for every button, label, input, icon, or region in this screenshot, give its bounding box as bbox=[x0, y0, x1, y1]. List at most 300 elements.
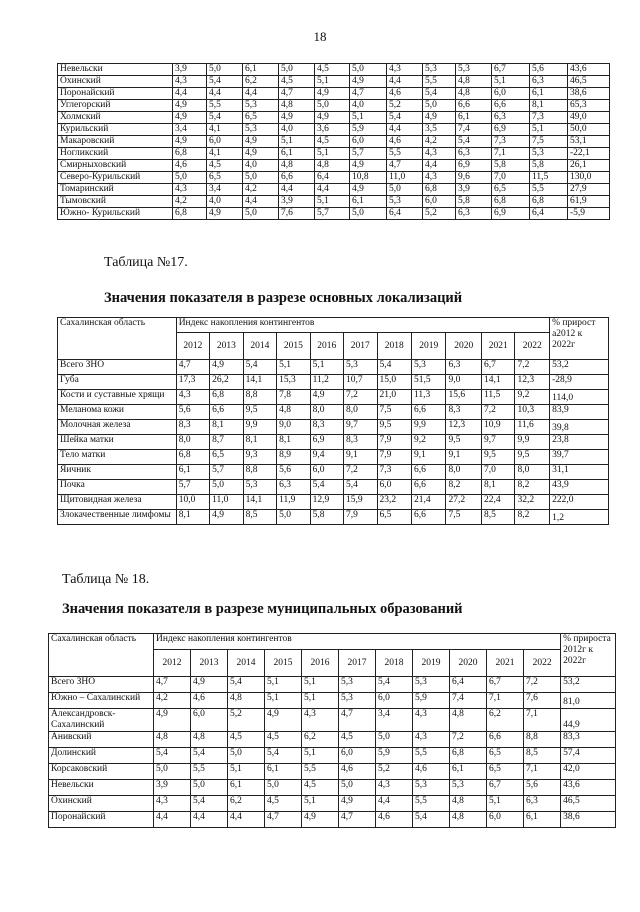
growth-cell: -28,9 bbox=[550, 375, 609, 390]
value-cell: 8,8 bbox=[243, 465, 276, 480]
table-row bbox=[58, 450, 609, 465]
value-cell: 3,5 bbox=[423, 124, 456, 136]
value-cell: 4,2 bbox=[423, 136, 456, 148]
value-cell: 130,0 bbox=[568, 172, 610, 184]
table-row bbox=[49, 764, 616, 780]
value-cell: 8,1 bbox=[210, 420, 243, 435]
value-cell: 6,8 bbox=[210, 390, 243, 405]
value-cell: 46,5 bbox=[568, 76, 610, 88]
value-cell: 4,9 bbox=[423, 112, 456, 124]
value-cell: 5,4 bbox=[228, 677, 265, 693]
value-cell: 7,5 bbox=[377, 405, 411, 420]
value-cell: 8,1 bbox=[481, 480, 514, 495]
value-cell: 6,2 bbox=[228, 796, 265, 812]
value-cell: 3,4 bbox=[173, 124, 207, 136]
growth-cell: 31,1 bbox=[550, 465, 609, 480]
value-cell: 5,9 bbox=[376, 748, 413, 764]
value-cell: 7,5 bbox=[446, 510, 482, 525]
value-cell: 5,0 bbox=[315, 100, 350, 112]
value-cell: 8,2 bbox=[515, 510, 550, 525]
value-cell: 6,1 bbox=[279, 148, 315, 160]
row-label: Невельски bbox=[49, 780, 154, 796]
row-label: Курильский bbox=[58, 124, 173, 136]
value-cell: 5,5 bbox=[387, 148, 423, 160]
value-cell: 61,9 bbox=[568, 196, 610, 208]
value-cell: 4,8 bbox=[191, 732, 228, 748]
value-cell: 6,6 bbox=[411, 510, 445, 525]
value-cell: 9,9 bbox=[515, 435, 550, 450]
value-cell: 5,2 bbox=[228, 709, 265, 732]
value-cell: 7,5 bbox=[530, 136, 568, 148]
value-cell: 5,0 bbox=[376, 732, 413, 748]
value-cell: 9,0 bbox=[446, 375, 482, 390]
value-cell: 5,3 bbox=[413, 677, 450, 693]
value-cell: 12,3 bbox=[446, 420, 482, 435]
value-cell: 26,1 bbox=[568, 160, 610, 172]
value-cell: 8,2 bbox=[446, 480, 482, 495]
value-cell: 6,0 bbox=[310, 465, 343, 480]
value-cell: 10,7 bbox=[344, 375, 377, 390]
row-label: Щитовидная железа bbox=[58, 495, 177, 510]
value-cell: 4,6 bbox=[413, 764, 450, 780]
value-cell: 53,1 bbox=[568, 136, 610, 148]
row-label: Поронайский bbox=[58, 88, 173, 100]
table-row bbox=[58, 64, 610, 76]
value-cell: 5,5 bbox=[413, 748, 450, 764]
year-header: 2016 bbox=[310, 333, 343, 360]
value-cell: 4,9 bbox=[173, 112, 207, 124]
value-cell: 4,3 bbox=[376, 780, 413, 796]
value-cell: 5,1 bbox=[315, 196, 350, 208]
value-cell: 65,3 bbox=[568, 100, 610, 112]
value-cell: 8,2 bbox=[515, 480, 550, 495]
growth-cell: 53,2 bbox=[561, 677, 616, 693]
value-cell: 5,4 bbox=[265, 748, 302, 764]
value-cell: 5,9 bbox=[413, 693, 450, 709]
value-cell: 8,1 bbox=[530, 100, 568, 112]
value-cell: 5,4 bbox=[456, 136, 492, 148]
table-row bbox=[58, 208, 610, 220]
value-cell: 5,0 bbox=[210, 480, 243, 495]
value-cell: 5,3 bbox=[411, 360, 445, 375]
value-cell: 27,9 bbox=[568, 184, 610, 196]
value-cell: 8,0 bbox=[515, 465, 550, 480]
value-cell: 5,0 bbox=[279, 64, 315, 76]
table-row bbox=[58, 112, 610, 124]
value-cell: 14,1 bbox=[243, 495, 276, 510]
value-cell: 5,1 bbox=[279, 136, 315, 148]
value-cell: 6,4 bbox=[315, 172, 350, 184]
value-cell: 7,3 bbox=[377, 465, 411, 480]
row-label: Губа bbox=[58, 375, 177, 390]
value-cell: 7,6 bbox=[279, 208, 315, 220]
table-row bbox=[49, 748, 616, 764]
value-cell: 5,1 bbox=[487, 796, 524, 812]
value-cell: 5,1 bbox=[530, 124, 568, 136]
value-cell: 5,3 bbox=[243, 480, 276, 495]
row-label: Почка bbox=[58, 480, 177, 495]
value-cell: 4,9 bbox=[279, 112, 315, 124]
value-cell: 51,5 bbox=[411, 375, 445, 390]
row-label: Корсаковский bbox=[49, 764, 154, 780]
value-cell: 5,8 bbox=[530, 160, 568, 172]
value-cell: 7,0 bbox=[492, 172, 530, 184]
value-cell: 11,0 bbox=[210, 495, 243, 510]
value-cell: 6,1 bbox=[243, 64, 279, 76]
value-cell: 5,8 bbox=[492, 160, 530, 172]
value-cell: 4,5 bbox=[339, 732, 376, 748]
value-cell: 5,1 bbox=[302, 693, 339, 709]
value-cell: 4,9 bbox=[173, 136, 207, 148]
table-row bbox=[49, 677, 616, 693]
value-cell: 11,5 bbox=[530, 172, 568, 184]
year-header: 2013 bbox=[210, 333, 243, 360]
value-cell: 5,3 bbox=[243, 100, 279, 112]
value-cell: 11,2 bbox=[310, 375, 343, 390]
value-cell: 4,8 bbox=[277, 405, 310, 420]
value-cell: 7,4 bbox=[450, 693, 487, 709]
value-cell: 5,3 bbox=[387, 196, 423, 208]
value-cell: 7,3 bbox=[492, 136, 530, 148]
value-cell: 27,2 bbox=[446, 495, 482, 510]
row-label: Южно – Сахалинский bbox=[49, 693, 154, 709]
table-17 bbox=[57, 317, 609, 525]
value-cell: 3,9 bbox=[456, 184, 492, 196]
value-cell: 8,0 bbox=[176, 435, 209, 450]
value-cell: 5,2 bbox=[387, 100, 423, 112]
header-row bbox=[58, 318, 609, 333]
growth-cell: 44,9 bbox=[561, 709, 616, 732]
value-cell: 4,3 bbox=[423, 172, 456, 184]
value-cell: 6,7 bbox=[487, 780, 524, 796]
value-cell: 4,9 bbox=[315, 88, 350, 100]
year-header: 2017 bbox=[344, 333, 377, 360]
value-cell: 10,8 bbox=[350, 172, 387, 184]
value-cell: 4,2 bbox=[173, 196, 207, 208]
value-cell: 5,3 bbox=[423, 64, 456, 76]
value-cell: 6,8 bbox=[176, 450, 209, 465]
growth-cell: 114,0 bbox=[550, 390, 609, 405]
growth-cell: 23,8 bbox=[550, 435, 609, 450]
value-cell: 4,4 bbox=[173, 88, 207, 100]
value-cell: 5,3 bbox=[530, 148, 568, 160]
value-cell: 4,6 bbox=[376, 812, 413, 828]
table-row bbox=[49, 732, 616, 748]
table-row bbox=[58, 100, 610, 112]
row-label: Шейка матки bbox=[58, 435, 177, 450]
value-cell: 7,0 bbox=[481, 465, 514, 480]
value-cell: 4,5 bbox=[315, 64, 350, 76]
value-cell: 11,9 bbox=[277, 495, 310, 510]
value-cell: 11,5 bbox=[481, 390, 514, 405]
value-cell: 7,6 bbox=[524, 693, 561, 709]
value-cell: 6,8 bbox=[492, 196, 530, 208]
value-cell: 6,5 bbox=[243, 112, 279, 124]
value-cell: 4,5 bbox=[315, 136, 350, 148]
value-cell: 4,4 bbox=[154, 812, 191, 828]
table-row bbox=[58, 136, 610, 148]
value-cell: 4,8 bbox=[279, 100, 315, 112]
value-cell: 6,9 bbox=[456, 160, 492, 172]
value-cell: 7,1 bbox=[524, 709, 561, 732]
year-header: 2018 bbox=[376, 650, 413, 677]
value-cell: 26,2 bbox=[210, 375, 243, 390]
table-row bbox=[58, 420, 609, 435]
value-cell: 8,3 bbox=[310, 420, 343, 435]
value-cell: 3,9 bbox=[279, 196, 315, 208]
value-cell: 6,9 bbox=[492, 208, 530, 220]
value-cell: 5,1 bbox=[302, 748, 339, 764]
row-label: Поронайский bbox=[49, 812, 154, 828]
table-row bbox=[58, 196, 610, 208]
value-cell: 4,6 bbox=[387, 88, 423, 100]
table-row bbox=[58, 375, 609, 390]
year-header: 2019 bbox=[413, 650, 450, 677]
value-cell: 12,3 bbox=[515, 375, 550, 390]
value-cell: 5,1 bbox=[302, 796, 339, 812]
value-cell: 7,2 bbox=[450, 732, 487, 748]
value-cell: 9,3 bbox=[243, 450, 276, 465]
value-cell: 4,6 bbox=[173, 160, 207, 172]
table-row bbox=[58, 405, 609, 420]
row-label: Смирныховский bbox=[58, 160, 173, 172]
value-cell: 6,8 bbox=[530, 196, 568, 208]
value-cell: 5,0 bbox=[339, 780, 376, 796]
top-table bbox=[57, 63, 610, 220]
value-cell: 9,7 bbox=[481, 435, 514, 450]
value-cell: 3,6 bbox=[315, 124, 350, 136]
page-number: 18 bbox=[313, 29, 327, 44]
value-cell: 9,6 bbox=[456, 172, 492, 184]
value-cell: 9,2 bbox=[411, 435, 445, 450]
year-header: 2013 bbox=[191, 650, 228, 677]
value-cell: 5,4 bbox=[387, 112, 423, 124]
value-cell: 8,8 bbox=[524, 732, 561, 748]
value-cell: 4,2 bbox=[154, 693, 191, 709]
value-cell: 4,9 bbox=[339, 796, 376, 812]
value-cell: 8,0 bbox=[310, 405, 343, 420]
value-cell: 43,6 bbox=[568, 64, 610, 76]
value-cell: 8,3 bbox=[446, 405, 482, 420]
value-cell: 5,8 bbox=[310, 510, 343, 525]
table17-heading: Значения показателя в разрезе основных локализаций bbox=[104, 290, 463, 306]
table-row bbox=[49, 796, 616, 812]
value-cell: 6,2 bbox=[487, 709, 524, 732]
value-cell: 5,4 bbox=[377, 360, 411, 375]
value-cell: 4,3 bbox=[173, 184, 207, 196]
value-cell: 4,7 bbox=[279, 88, 315, 100]
year-header: 2012 bbox=[154, 650, 191, 677]
value-cell: 5,6 bbox=[530, 64, 568, 76]
value-cell: 6,5 bbox=[492, 184, 530, 196]
value-cell: 4,3 bbox=[173, 76, 207, 88]
row-label: Ногликский bbox=[58, 148, 173, 160]
header-row bbox=[49, 634, 616, 650]
value-cell: 5,4 bbox=[423, 88, 456, 100]
value-cell: 22,4 bbox=[481, 495, 514, 510]
value-cell: 4,3 bbox=[413, 732, 450, 748]
row-label: Холмский bbox=[58, 112, 173, 124]
growth-cell: 57,4 bbox=[561, 748, 616, 764]
value-cell: 5,6 bbox=[176, 405, 209, 420]
value-cell: 4,9 bbox=[350, 184, 387, 196]
value-cell: 6,7 bbox=[481, 360, 514, 375]
value-cell: 15,3 bbox=[277, 375, 310, 390]
year-header: 2012 bbox=[176, 333, 209, 360]
value-cell: 9,5 bbox=[481, 450, 514, 465]
value-cell: 4,7 bbox=[350, 88, 387, 100]
table-row bbox=[58, 510, 609, 525]
value-cell: 5,5 bbox=[207, 100, 243, 112]
value-cell: 6,5 bbox=[487, 764, 524, 780]
value-cell: 5,7 bbox=[350, 148, 387, 160]
value-cell: 7,9 bbox=[377, 450, 411, 465]
value-cell: 5,5 bbox=[191, 764, 228, 780]
value-cell: 4,8 bbox=[456, 76, 492, 88]
value-cell: 6,0 bbox=[487, 812, 524, 828]
value-cell: 7,2 bbox=[344, 465, 377, 480]
value-cell: 5,4 bbox=[243, 360, 276, 375]
value-cell: 4,9 bbox=[350, 76, 387, 88]
value-cell: 14,1 bbox=[243, 375, 276, 390]
value-cell: 4,4 bbox=[376, 796, 413, 812]
table-row bbox=[58, 76, 610, 88]
value-cell: 5,0 bbox=[350, 64, 387, 76]
value-cell: 7,2 bbox=[481, 405, 514, 420]
table-row bbox=[58, 88, 610, 100]
growth-cell: 222,0 bbox=[550, 495, 609, 510]
value-cell: 5,6 bbox=[524, 780, 561, 796]
value-cell: 5,4 bbox=[376, 677, 413, 693]
value-cell: 4,9 bbox=[310, 390, 343, 405]
value-cell: 4,9 bbox=[210, 510, 243, 525]
growth-cell: 53,2 bbox=[550, 360, 609, 375]
growth-cell: 46,5 bbox=[561, 796, 616, 812]
row-label: Анивский bbox=[49, 732, 154, 748]
value-cell: 6,1 bbox=[265, 764, 302, 780]
value-cell: 9,5 bbox=[446, 435, 482, 450]
value-cell: 9,9 bbox=[411, 420, 445, 435]
value-cell: 4,9 bbox=[243, 148, 279, 160]
value-cell: 6,3 bbox=[277, 480, 310, 495]
value-cell: 4,0 bbox=[243, 160, 279, 172]
value-cell: 4,9 bbox=[173, 100, 207, 112]
value-cell: 15,6 bbox=[446, 390, 482, 405]
value-cell: 5,7 bbox=[176, 480, 209, 495]
year-header: 2020 bbox=[450, 650, 487, 677]
value-cell: 4,8 bbox=[279, 160, 315, 172]
value-cell: 5,3 bbox=[339, 693, 376, 709]
value-cell: 6,7 bbox=[492, 64, 530, 76]
value-cell: 4,9 bbox=[207, 208, 243, 220]
growth-cell: 43,9 bbox=[550, 480, 609, 495]
table-row bbox=[58, 480, 609, 495]
value-cell: 17,3 bbox=[176, 375, 209, 390]
value-cell: 8,1 bbox=[243, 435, 276, 450]
row-label: Охинский bbox=[49, 796, 154, 812]
value-cell: 5,0 bbox=[207, 64, 243, 76]
value-cell: 5,2 bbox=[376, 764, 413, 780]
table-row bbox=[58, 184, 610, 196]
year-header: 2015 bbox=[277, 333, 310, 360]
value-cell: 8,5 bbox=[524, 748, 561, 764]
value-cell: 6,8 bbox=[423, 184, 456, 196]
value-cell: 4,4 bbox=[243, 88, 279, 100]
year-header: 2016 bbox=[302, 650, 339, 677]
value-cell: 9,1 bbox=[446, 450, 482, 465]
value-cell: 5,0 bbox=[243, 172, 279, 184]
value-cell: 5,3 bbox=[243, 124, 279, 136]
value-cell: 7,9 bbox=[344, 510, 377, 525]
value-cell: 5,4 bbox=[344, 480, 377, 495]
value-cell: 6,9 bbox=[492, 124, 530, 136]
row-label: Тымовский bbox=[58, 196, 173, 208]
value-cell: 5,1 bbox=[350, 112, 387, 124]
value-cell: 5,6 bbox=[277, 465, 310, 480]
value-cell: 6,1 bbox=[450, 764, 487, 780]
value-cell: 6,8 bbox=[173, 208, 207, 220]
value-cell: 8,0 bbox=[446, 465, 482, 480]
value-cell: 4,7 bbox=[176, 360, 209, 375]
value-cell: 6,8 bbox=[173, 148, 207, 160]
value-cell: 6,5 bbox=[207, 172, 243, 184]
value-cell: -22,1 bbox=[568, 148, 610, 160]
value-cell: 4,6 bbox=[387, 136, 423, 148]
value-cell: 6,2 bbox=[243, 76, 279, 88]
row-label: Злокачественные лимфомы bbox=[58, 510, 177, 525]
index-header: Индекс накопления контингентов bbox=[176, 318, 549, 333]
value-cell: 7,8 bbox=[277, 390, 310, 405]
value-cell: 9,1 bbox=[344, 450, 377, 465]
value-cell: 4,2 bbox=[243, 184, 279, 196]
value-cell: 5,4 bbox=[154, 748, 191, 764]
value-cell: 6,0 bbox=[376, 693, 413, 709]
value-cell: 6,1 bbox=[228, 780, 265, 796]
value-cell: 5,0 bbox=[243, 208, 279, 220]
value-cell: 5,4 bbox=[191, 796, 228, 812]
value-cell: 14,1 bbox=[481, 375, 514, 390]
value-cell: 9,4 bbox=[310, 450, 343, 465]
value-cell: 5,1 bbox=[492, 76, 530, 88]
value-cell: 5,0 bbox=[228, 748, 265, 764]
value-cell: 6,6 bbox=[210, 405, 243, 420]
value-cell: 5,0 bbox=[191, 780, 228, 796]
value-cell: 4,7 bbox=[387, 160, 423, 172]
value-cell: 4,7 bbox=[339, 709, 376, 732]
value-cell: 4,4 bbox=[279, 184, 315, 196]
value-cell: 4,3 bbox=[302, 709, 339, 732]
value-cell: 4,5 bbox=[265, 732, 302, 748]
value-cell: 3,9 bbox=[173, 64, 207, 76]
value-cell: 9,5 bbox=[515, 450, 550, 465]
growth-cell: 39,8 bbox=[550, 420, 609, 435]
table-row bbox=[58, 172, 610, 184]
value-cell: 3,4 bbox=[376, 709, 413, 732]
value-cell: 5,3 bbox=[413, 780, 450, 796]
value-cell: 6,1 bbox=[176, 465, 209, 480]
value-cell: 4,9 bbox=[350, 160, 387, 172]
value-cell: 4,4 bbox=[387, 76, 423, 88]
table-row bbox=[58, 160, 610, 172]
value-cell: 7,2 bbox=[515, 360, 550, 375]
value-cell: 4,0 bbox=[279, 124, 315, 136]
value-cell: 4,7 bbox=[154, 677, 191, 693]
growth-header: % прирост а2012 к 2022г bbox=[550, 318, 609, 360]
growth-cell: 1,2 bbox=[550, 510, 609, 525]
value-cell: 4,9 bbox=[265, 709, 302, 732]
value-cell: 4,4 bbox=[191, 812, 228, 828]
value-cell: 5,1 bbox=[315, 76, 350, 88]
